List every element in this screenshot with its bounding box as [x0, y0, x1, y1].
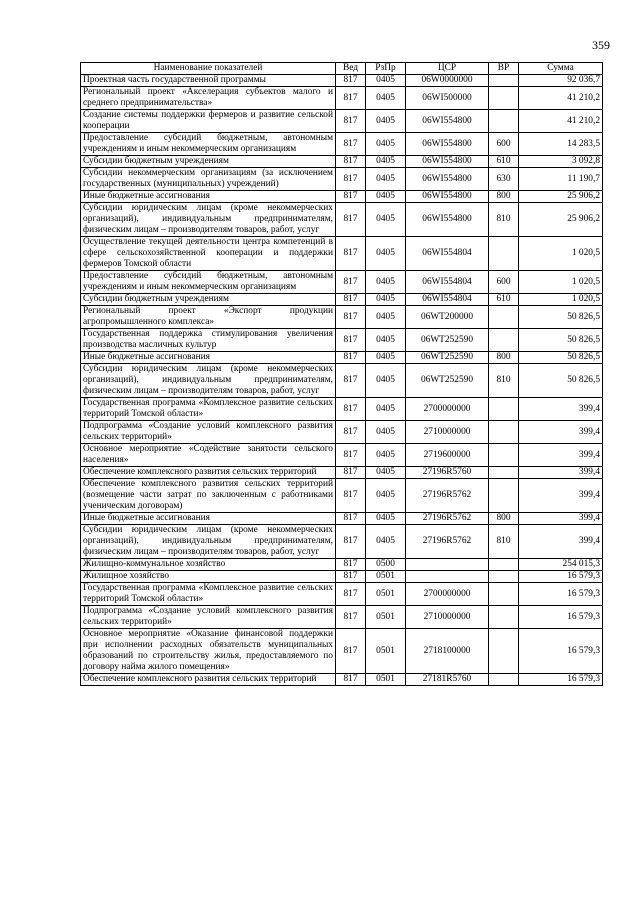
- table-body: [81, 75, 603, 686]
- cell-ved: 817: [336, 421, 366, 444]
- cell-sum: 41 210,2: [519, 87, 603, 110]
- cell-csr: 2700000000: [406, 583, 489, 606]
- cell-sum: 399,4: [519, 479, 603, 513]
- cell-csr: 06WI554804: [406, 237, 489, 271]
- cell-csr: 27196R5762: [406, 525, 489, 559]
- cell-ved: 817: [336, 75, 366, 87]
- header-rzpr: РзПр: [366, 63, 406, 75]
- table-row: [81, 168, 603, 191]
- table-row: [81, 156, 603, 168]
- cell-ved: 817: [336, 306, 366, 329]
- budget-table: [80, 62, 603, 686]
- table-row: [81, 629, 603, 674]
- cell-name: Субсидии некоммерческим организациям (за исключением государственных (муниципальных) учреждений): [81, 168, 336, 191]
- cell-name: Государственная поддержка стимулирования увеличения производства масличных культур: [81, 329, 336, 352]
- cell-rzpr: 0405: [366, 156, 406, 168]
- table-row: [81, 444, 603, 467]
- cell-csr: 2710000000: [406, 606, 489, 629]
- cell-sum: 16 579,3: [519, 583, 603, 606]
- cell-sum: 399,4: [519, 525, 603, 559]
- cell-ved: 817: [336, 559, 366, 571]
- table-row: [81, 352, 603, 364]
- table-row: [81, 191, 603, 203]
- cell-csr: 27181R5760: [406, 674, 489, 686]
- cell-csr: 06WI554800: [406, 203, 489, 237]
- table-row: [81, 75, 603, 87]
- cell-rzpr: 0405: [366, 168, 406, 191]
- cell-rzpr: 0501: [366, 571, 406, 583]
- cell-sum: 3 092,8: [519, 156, 603, 168]
- table-header-row: [81, 63, 603, 75]
- cell-ved: 817: [336, 606, 366, 629]
- cell-sum: 16 579,3: [519, 629, 603, 674]
- cell-ved: 817: [336, 156, 366, 168]
- table-row: [81, 513, 603, 525]
- cell-name: Региональный проект «Акселерация субъектов малого и среднего предпринимательства»: [81, 87, 336, 110]
- cell-ved: 817: [336, 237, 366, 271]
- cell-name: Осуществление текущей деятельности центра компетенций в сфере сельскохозяйственной кооперации и поддержки фермеров Томской области: [81, 237, 336, 271]
- cell-ved: 817: [336, 133, 366, 156]
- cell-csr: [406, 559, 489, 571]
- cell-sum: 25 906,2: [519, 191, 603, 203]
- cell-sum: 16 579,3: [519, 674, 603, 686]
- cell-vr: 610: [489, 156, 519, 168]
- cell-vr: [489, 421, 519, 444]
- cell-csr: [406, 571, 489, 583]
- cell-vr: [489, 398, 519, 421]
- header-name: Наименование показателей: [81, 63, 336, 75]
- cell-name: Создание системы поддержки фермеров и развитие сельской кооперации: [81, 110, 336, 133]
- cell-sum: 92 036,7: [519, 75, 603, 87]
- cell-rzpr: 0405: [366, 398, 406, 421]
- cell-rzpr: 0501: [366, 674, 406, 686]
- cell-ved: 817: [336, 513, 366, 525]
- cell-ved: 817: [336, 571, 366, 583]
- cell-rzpr: 0405: [366, 271, 406, 294]
- cell-name: Государственная программа «Комплексное развитие сельских территорий Томской области»: [81, 398, 336, 421]
- cell-ved: 817: [336, 294, 366, 306]
- cell-ved: 817: [336, 583, 366, 606]
- cell-vr: [489, 237, 519, 271]
- cell-csr: 06WI554800: [406, 156, 489, 168]
- cell-sum: 399,4: [519, 398, 603, 421]
- cell-csr: 06WT252590: [406, 329, 489, 352]
- table-row: [81, 559, 603, 571]
- cell-vr: [489, 87, 519, 110]
- cell-ved: 817: [336, 271, 366, 294]
- cell-rzpr: 0405: [366, 133, 406, 156]
- table-row: [81, 467, 603, 479]
- cell-csr: 2700000000: [406, 398, 489, 421]
- cell-sum: 399,4: [519, 444, 603, 467]
- table-row: [81, 525, 603, 559]
- cell-ved: 817: [336, 398, 366, 421]
- table-row: [81, 674, 603, 686]
- cell-ved: 817: [336, 479, 366, 513]
- cell-rzpr: 0405: [366, 513, 406, 525]
- cell-name: Региональный проект «Экспорт продукции агропромышленного комплекса»: [81, 306, 336, 329]
- cell-ved: 817: [336, 444, 366, 467]
- cell-vr: [489, 674, 519, 686]
- header-csr: ЦСР: [406, 63, 489, 75]
- table-row: [81, 398, 603, 421]
- cell-csr: 06WI554800: [406, 168, 489, 191]
- cell-rzpr: 0405: [366, 110, 406, 133]
- cell-csr: 2718100000: [406, 629, 489, 674]
- cell-rzpr: 0405: [366, 364, 406, 398]
- cell-csr: 06WT252590: [406, 352, 489, 364]
- cell-rzpr: 0405: [366, 479, 406, 513]
- cell-vr: 800: [489, 352, 519, 364]
- cell-vr: [489, 606, 519, 629]
- cell-name: Основное мероприятие «Содействие занятости сельского населения»: [81, 444, 336, 467]
- cell-name: Иные бюджетные ассигнования: [81, 513, 336, 525]
- cell-vr: [489, 306, 519, 329]
- cell-sum: 399,4: [519, 513, 603, 525]
- cell-name: Обеспечение комплексного развития сельских территорий: [81, 674, 336, 686]
- cell-name: Подпрограмма «Создание условий комплексного развития сельских территорий»: [81, 606, 336, 629]
- cell-ved: 817: [336, 629, 366, 674]
- cell-csr: 27196R5762: [406, 513, 489, 525]
- table-row: [81, 364, 603, 398]
- cell-ved: 817: [336, 352, 366, 364]
- cell-csr: 27196R5760: [406, 467, 489, 479]
- table-row: [81, 329, 603, 352]
- cell-vr: 800: [489, 191, 519, 203]
- cell-rzpr: 0405: [366, 294, 406, 306]
- cell-csr: 2719600000: [406, 444, 489, 467]
- cell-sum: 25 906,2: [519, 203, 603, 237]
- cell-ved: 817: [336, 329, 366, 352]
- page-number: 359: [592, 38, 610, 52]
- cell-vr: 800: [489, 513, 519, 525]
- cell-vr: [489, 467, 519, 479]
- cell-sum: 399,4: [519, 467, 603, 479]
- cell-vr: [489, 479, 519, 513]
- cell-name: Проектная часть государственной программы: [81, 75, 336, 87]
- cell-name: Обеспечение комплексного развития сельских территорий: [81, 467, 336, 479]
- cell-vr: 810: [489, 525, 519, 559]
- cell-sum: 11 190,7: [519, 168, 603, 191]
- cell-rzpr: 0405: [366, 467, 406, 479]
- cell-sum: 50 826,5: [519, 306, 603, 329]
- cell-name: Субсидии юридическим лицам (кроме некоммерческих организаций), индивидуальным предпринимателям, физическим лицам – производителям товаров, работ, услуг: [81, 525, 336, 559]
- cell-rzpr: 0405: [366, 203, 406, 237]
- cell-vr: [489, 329, 519, 352]
- header-ved: Вед: [336, 63, 366, 75]
- cell-rzpr: 0405: [366, 87, 406, 110]
- cell-name: Субсидии бюджетным учреждениям: [81, 294, 336, 306]
- table-row: [81, 583, 603, 606]
- cell-name: Подпрограмма «Создание условий комплексного развития сельских территорий»: [81, 421, 336, 444]
- table-row: [81, 479, 603, 513]
- cell-vr: 610: [489, 294, 519, 306]
- cell-rzpr: 0405: [366, 444, 406, 467]
- cell-ved: 817: [336, 203, 366, 237]
- cell-name: Жилищно-коммунальное хозяйство: [81, 559, 336, 571]
- table-row: [81, 110, 603, 133]
- cell-vr: 600: [489, 271, 519, 294]
- cell-name: Обеспечение комплексного развития сельских территорий (возмещение части затрат по заключенным с работниками ученическим договорам): [81, 479, 336, 513]
- table-row: [81, 421, 603, 444]
- cell-vr: 630: [489, 168, 519, 191]
- cell-name: Предоставление субсидий бюджетным, автономным учреждениям и иным некоммерческим организациям: [81, 133, 336, 156]
- cell-csr: 27196R5762: [406, 479, 489, 513]
- cell-sum: 1 020,5: [519, 237, 603, 271]
- cell-csr: 06WI554804: [406, 271, 489, 294]
- cell-vr: 600: [489, 133, 519, 156]
- cell-rzpr: 0405: [366, 329, 406, 352]
- cell-ved: 817: [336, 364, 366, 398]
- header-sum: Сумма: [519, 63, 603, 75]
- cell-ved: 817: [336, 191, 366, 203]
- cell-vr: [489, 583, 519, 606]
- cell-vr: [489, 444, 519, 467]
- cell-rzpr: 0501: [366, 583, 406, 606]
- cell-rzpr: 0501: [366, 629, 406, 674]
- cell-vr: [489, 559, 519, 571]
- table-row: [81, 606, 603, 629]
- cell-vr: 810: [489, 364, 519, 398]
- table-row: [81, 271, 603, 294]
- table-row: [81, 294, 603, 306]
- cell-rzpr: 0500: [366, 559, 406, 571]
- cell-ved: 817: [336, 110, 366, 133]
- cell-ved: 817: [336, 467, 366, 479]
- cell-vr: [489, 110, 519, 133]
- cell-rzpr: 0405: [366, 352, 406, 364]
- cell-sum: 41 210,2: [519, 110, 603, 133]
- cell-sum: 1 020,5: [519, 271, 603, 294]
- cell-rzpr: 0501: [366, 606, 406, 629]
- table-row: [81, 87, 603, 110]
- cell-name: Субсидии бюджетным учреждениям: [81, 156, 336, 168]
- cell-sum: 50 826,5: [519, 352, 603, 364]
- cell-csr: 06WT200000: [406, 306, 489, 329]
- cell-ved: 817: [336, 674, 366, 686]
- table-row: [81, 237, 603, 271]
- cell-csr: 06W0000000: [406, 75, 489, 87]
- cell-name: Основное мероприятие «Оказание финансовой поддержки при исполнении расходных обязательств муниципальных образований по строительству жилья, предоставляемого по договору найма жилого помещения»: [81, 629, 336, 674]
- cell-csr: 06WI554800: [406, 191, 489, 203]
- cell-sum: 1 020,5: [519, 294, 603, 306]
- cell-name: Субсидии юридическим лицам (кроме некоммерческих организаций), индивидуальным предпринимателям, физическим лицам – производителям товаров, работ, услуг: [81, 203, 336, 237]
- cell-csr: 06WT252590: [406, 364, 489, 398]
- cell-vr: [489, 75, 519, 87]
- cell-csr: 06WI554804: [406, 294, 489, 306]
- table-row: [81, 306, 603, 329]
- table-row: [81, 571, 603, 583]
- cell-sum: 14 283,5: [519, 133, 603, 156]
- cell-vr: [489, 629, 519, 674]
- cell-name: Предоставление субсидий бюджетным, автономным учреждениям и иным некоммерческим организациям: [81, 271, 336, 294]
- cell-name: Иные бюджетные ассигнования: [81, 191, 336, 203]
- cell-csr: 06WI500000: [406, 87, 489, 110]
- cell-name: Иные бюджетные ассигнования: [81, 352, 336, 364]
- cell-sum: 16 579,3: [519, 606, 603, 629]
- cell-sum: 50 826,5: [519, 329, 603, 352]
- cell-name: Государственная программа «Комплексное развитие сельских территорий Томской области»: [81, 583, 336, 606]
- cell-vr: [489, 571, 519, 583]
- table-row: [81, 203, 603, 237]
- cell-sum: 16 579,3: [519, 571, 603, 583]
- cell-rzpr: 0405: [366, 306, 406, 329]
- cell-ved: 817: [336, 525, 366, 559]
- cell-sum: 254 015,3: [519, 559, 603, 571]
- cell-ved: 817: [336, 168, 366, 191]
- cell-csr: 06WI554800: [406, 110, 489, 133]
- cell-rzpr: 0405: [366, 191, 406, 203]
- header-vr: ВР: [489, 63, 519, 75]
- cell-name: Жилищное хозяйство: [81, 571, 336, 583]
- cell-sum: 50 826,5: [519, 364, 603, 398]
- cell-rzpr: 0405: [366, 525, 406, 559]
- cell-vr: 810: [489, 203, 519, 237]
- cell-rzpr: 0405: [366, 421, 406, 444]
- table-row: [81, 133, 603, 156]
- cell-rzpr: 0405: [366, 75, 406, 87]
- cell-rzpr: 0405: [366, 237, 406, 271]
- cell-sum: 399,4: [519, 421, 603, 444]
- cell-name: Субсидии юридическим лицам (кроме некоммерческих организаций), индивидуальным предпринимателям, физическим лицам – производителям товаров, работ, услуг: [81, 364, 336, 398]
- cell-csr: 2710000000: [406, 421, 489, 444]
- cell-csr: 06WI554800: [406, 133, 489, 156]
- cell-ved: 817: [336, 87, 366, 110]
